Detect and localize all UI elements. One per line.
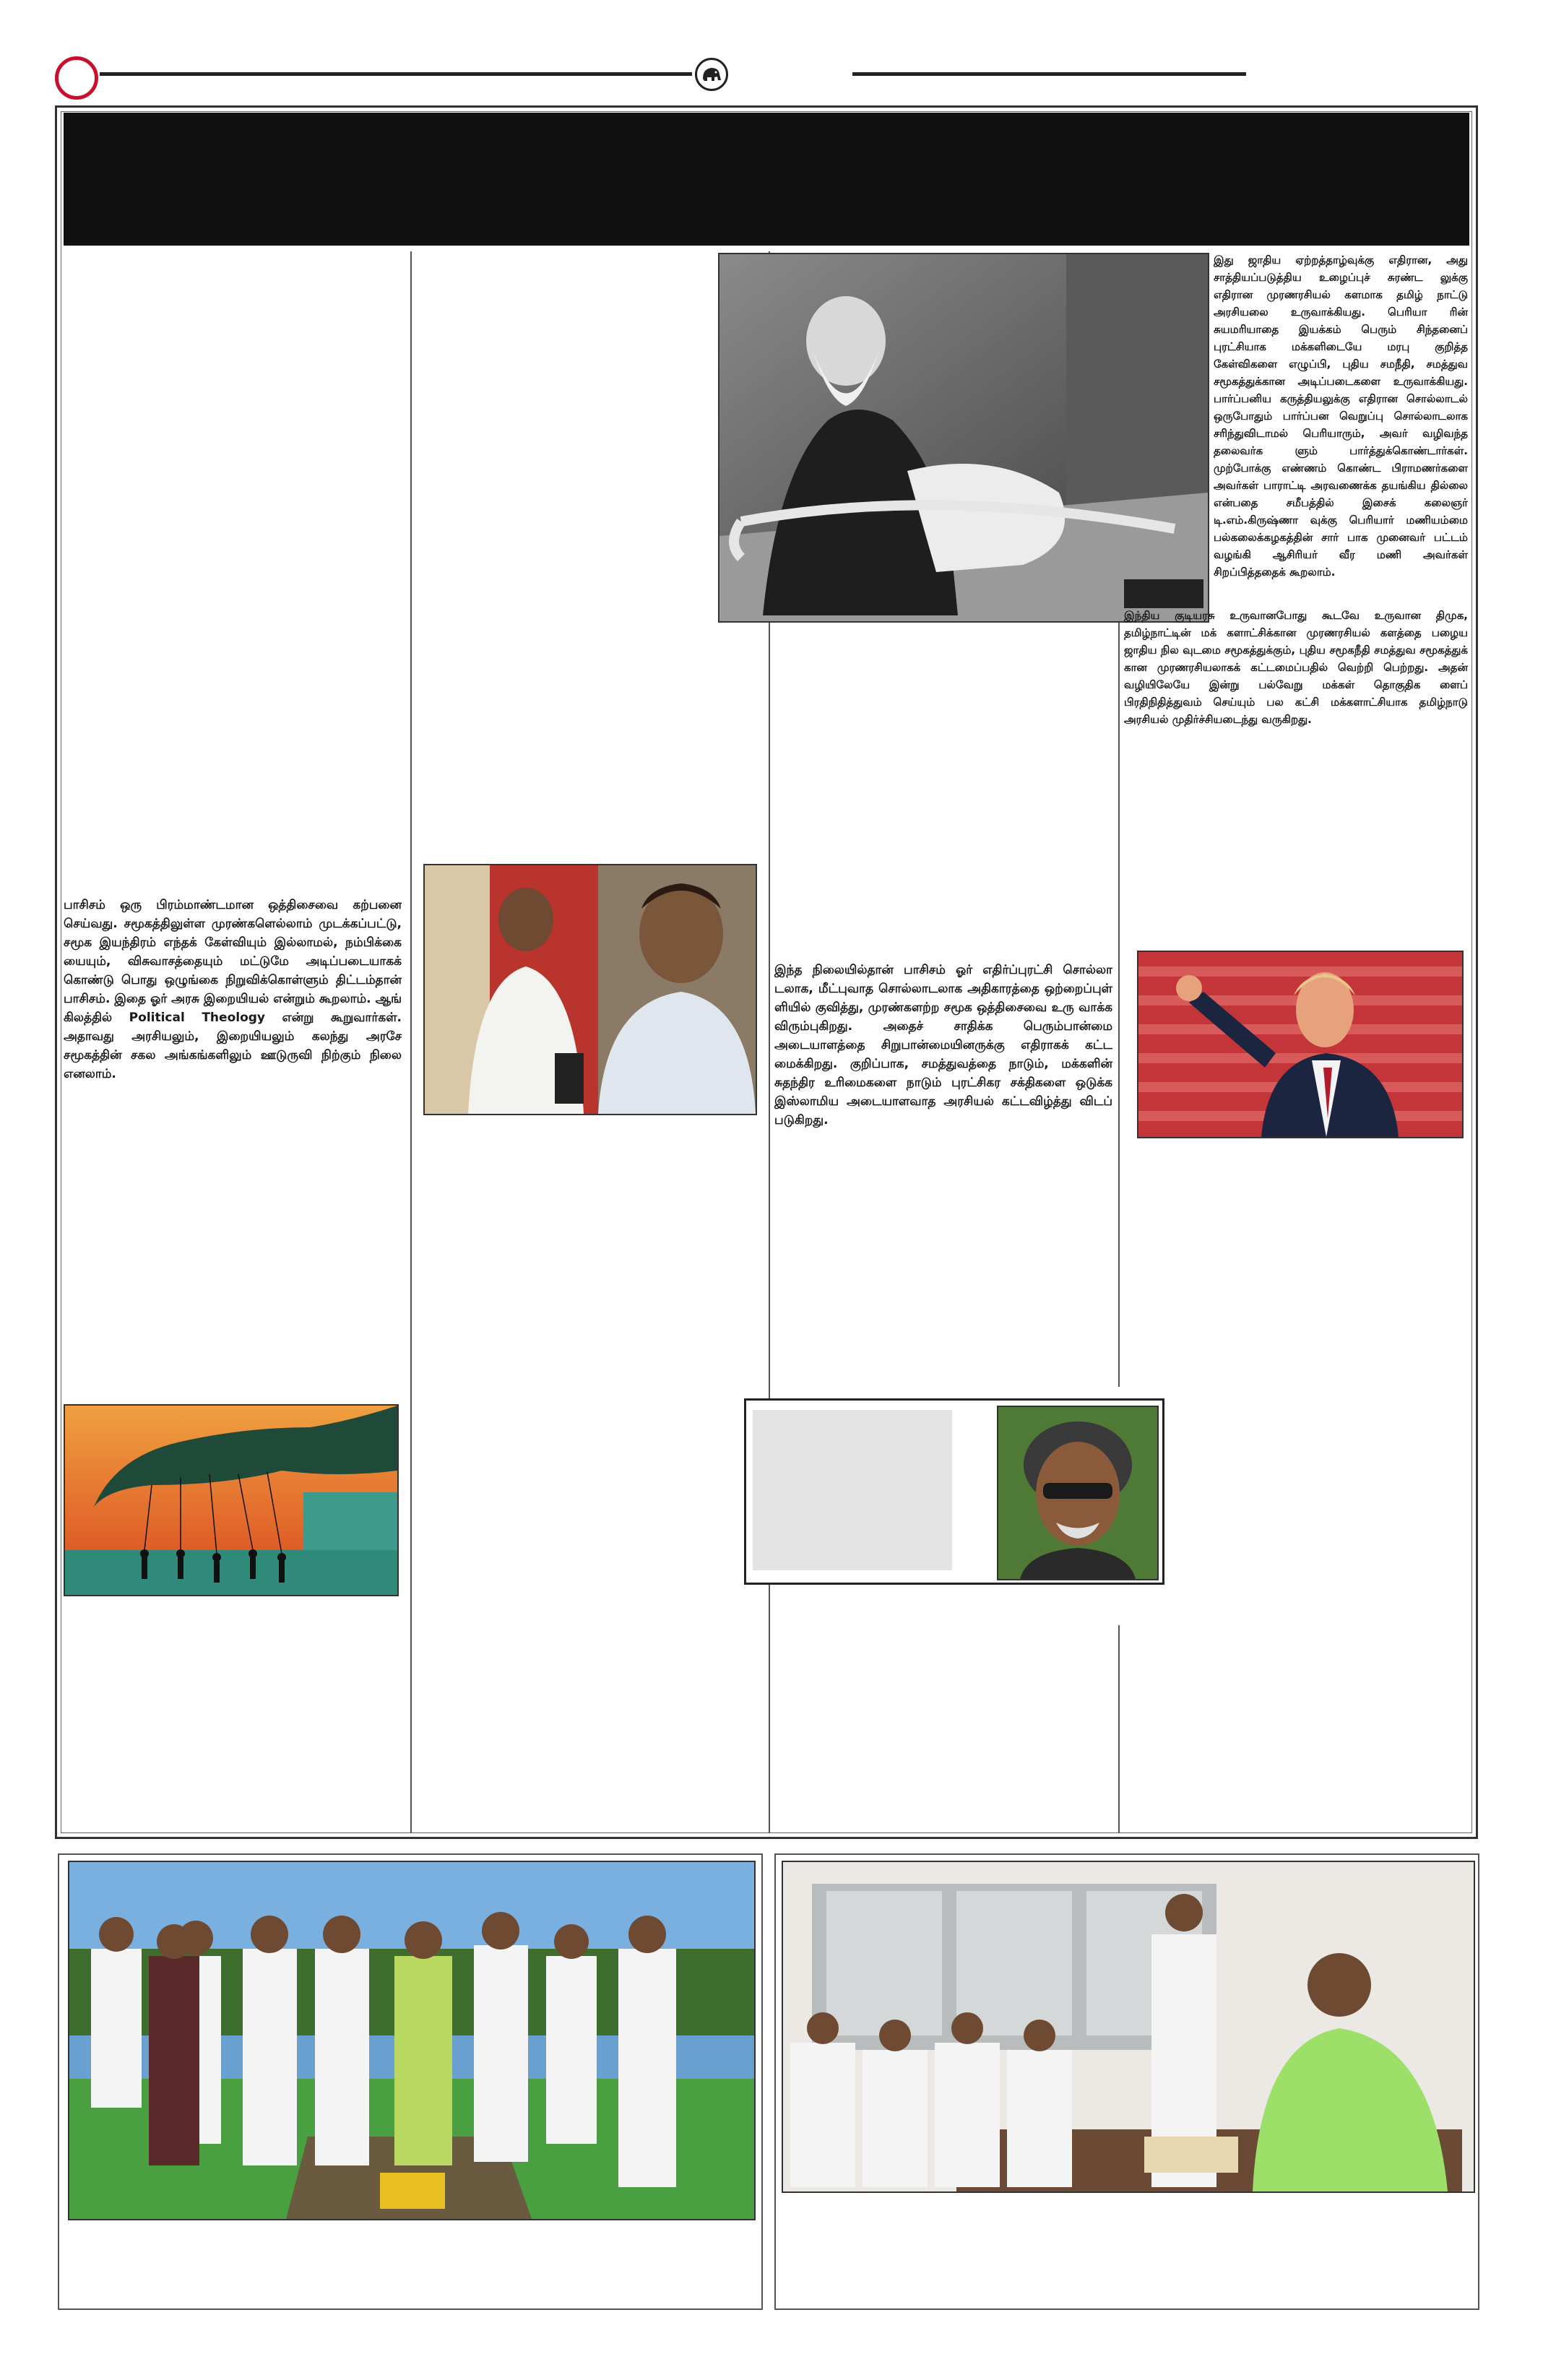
- author-portrait-photo: [997, 1406, 1159, 1580]
- column-divider-3: [1118, 621, 1120, 1387]
- column-divider-3b: [1118, 1625, 1120, 1833]
- column-3-paragraph: இந்த நிலையில்தான் பாசிசம் ஓர் எதிர்ப்புரட்சி சொல்லா டலாக, மீட்புவாத சொல்லாடலாக அதிகாரத்தை ஒற்றைப்புள் ளியில் குவித்து, முரண்களற்ற சமூக ஒத்திசைவை உரு வாக்க விரும்புகிறது. அதைச் சாதிக்க பெரும்பான்மை அடையாளத்தை சிறுபான்மையினருக்கு எதிராகக் கட்ட மைக்கிறது. குறிப்பாக, சமத்துவத்தை நாடும், மக்களின் சுதந்திர உரிமைகளை நாடும் புரட்சிகர சக்திகளை ஒடுக்க இஸ்லாமிய அடையாளவாத அரசியல் கட்டவிழ்த்து விடப் படுகிறது.: [774, 963, 1112, 1128]
- man-raising-fist-photo: [1137, 951, 1464, 1138]
- header-rule-right: [852, 72, 1246, 76]
- author-bio-placeholder: [753, 1410, 952, 1570]
- party-meeting-photo: [782, 1861, 1475, 2193]
- column-1-paragraph: பாசிசம் ஒரு பிரம்மாண்டமான ஒத்திசைவை கற்பனை செய்வது. சமூகத்திலுள்ள முரண்களெல்லாம் முடக்கப்பட்டு, சமூக இயந்திரம் எந்தக் கேள்வியும் இல்லாமல், நம்பிக்கை யையும், விசுவாசத்தையும் மட்டுமே அடிப்படையாகக் கொண்டு பொது ஒழுங்கை நிறுவிக்கொள்ளும் திட்டம்தான் பாசிசம். இதை ஓர் அரசு இறையியல் என்றும் கூறலாம். ஆங் கிலத்தில் Political Theology என்று கூறுவார்கள். அதாவது அரசியலும், இறையியலும் கலந்து அரசே சமூகத்தின் சகல அங்கங்களிலும் ஊடுருவி நிற்கும் நிலை எனலாம்.: [64, 898, 402, 1081]
- headline-banner: [64, 113, 1469, 246]
- periyar-portrait-photo: [718, 253, 1209, 623]
- header-rule-left: [100, 72, 692, 76]
- puppet-master-hand-illustration: [64, 1404, 399, 1596]
- column-divider-1: [410, 251, 412, 1833]
- page-number-circle: [55, 56, 98, 100]
- column-4-paragraph-1: இது ஜாதிய ஏற்றத்தாழ்வுக்கு எதிரான, அது சாத்தியப்படுத்திய உழைப்புச் சுரண்ட லுக்கு எதிரான முரணரசியல் களமாக தமிழ் நாட்டு அரசியலை உருவாக்கியது. பெரியா ரின் சுயமரியாதை இயக்கம் பெரும் சிந்தனைப் புரட்சியாக மக்களிடையே மரபு குறித்த கேள்விகளை எழுப்பி, புதிய சமநீதி, சமத்துவ சமூகத்துக்கான அடிப்படைகளை உருவாக்கியது. பார்ப்பனிய கருத்தியலுக்கு எதிரான சொல்லாடல் ஒருபோதும் பார்ப்பன வெறுப்பு சொல்லாடலாக சரிந்துவிடாமல் பெரியாரும், அவர் வழிவந்த தலைவர்க ளும் பார்த்துக்கொண்டார்கள். முற்போக்கு எண்ணம் கொண்ட பிராமணர்களை அவர்கள் பாராட்டி அரவணைக்க தயங்கிய தில்லை என்பதை சமீபத்தில் இசைக் கலைஞர் டி.எம்.கிருஷ்ணா வுக்கு பெரியார் மணியம்மை பல்கலைக்கழகத்தின் சார் பாக முனைவர் பட்டம் வழங்கி ஆசிரியர் வீர மணி அவர்கள் சிறப்பித்ததைக் கூறலாம்.: [1214, 254, 1468, 579]
- two-men-photo: [423, 864, 757, 1115]
- elephant-emblem-icon: [695, 58, 728, 91]
- foundation-stone-ceremony-photo: [68, 1861, 756, 2220]
- column-4-paragraph-2: இந்திய குடியரசு உருவானபோது கூடவே உருவான திமுக, தமிழ்நாட்டின் மக் களாட்சிக்கான முரணரசியல் களத்தை பழைய ஜாதிய நில வுடமை சமூகத்துக்கும், புதிய சமூகநீதி சமத்துவ சமூகத்துக் கான முரணரசியலாகக் கட்டமைப்பதில் வெற்றி பெற்றது. அதன் வழியிலேயே இன்று பல்வேறு மக்கள் தொகுதிக ளைப் பிரதிநிதித்துவம் செய்யும் பல கட்சி மக்களாட்சியாக தமிழ்நாடு அரசியல் முதிர்ச்சியடைந்து வருகிறது.: [1124, 609, 1468, 726]
